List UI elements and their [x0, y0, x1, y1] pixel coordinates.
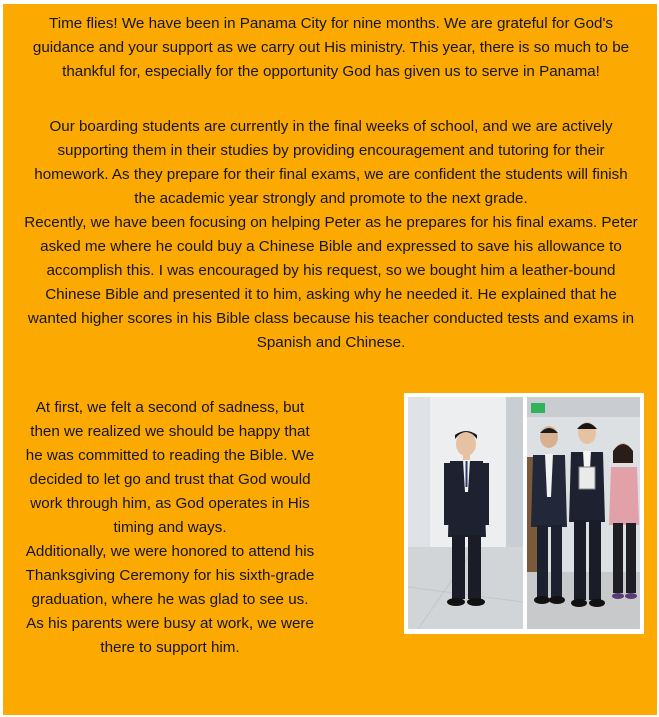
photo-collage [404, 393, 644, 634]
peter-paragraph: Recently, we have been focusing on helping Peter as he prepares for his final exams. Peter asked me where he could buy a Chinese Bible and expressed to save his allowance to accomplish this. I was encouraged by his request, so we bought him a leather-bound Chinese Bible and presented it to him, asking why he needed it. He explained that he wanted higher scores in his Bible class because his teacher conducted tests and exams in Spanish and Chinese. [24, 214, 638, 351]
boy-in-suit-image [408, 397, 523, 629]
ceremony-paragraph: Additionally, we were honored to attend his Thanksgiving Ceremony for his sixth-grade graduation, where he was glad to see us. As his parents were busy at work, we were there to support him. [25, 543, 315, 656]
sadness-paragraph: At first, we felt a second of sadness, but then we realized we should be happy that he was committed to reading the Bible. We decided to let go and trust that God would work through him, as God operates in His timing and ways. [25, 399, 315, 536]
newsletter-card [3, 4, 657, 715]
story-column [25, 396, 315, 660]
students-paragraph: Our boarding students are currently in the final weeks of school, and we are actively supporting them in their studies by providing encouragement and tutoring for their homework. As they prepare for their final exams, we are confident the students will finish the academic year strongly and promote to the next grade. [34, 118, 628, 207]
graduation-group-image [527, 397, 640, 629]
intro-paragraph: Time flies! We have been in Panama City for nine months. We are grateful for God's guidance and your support as we carry out His ministry. This year, there is so much to be thankful for, especially for the opportunity God has given us to serve in Panama! [32, 15, 630, 80]
boy-in-suit-photo [408, 397, 523, 629]
graduation-group-photo [527, 397, 640, 629]
